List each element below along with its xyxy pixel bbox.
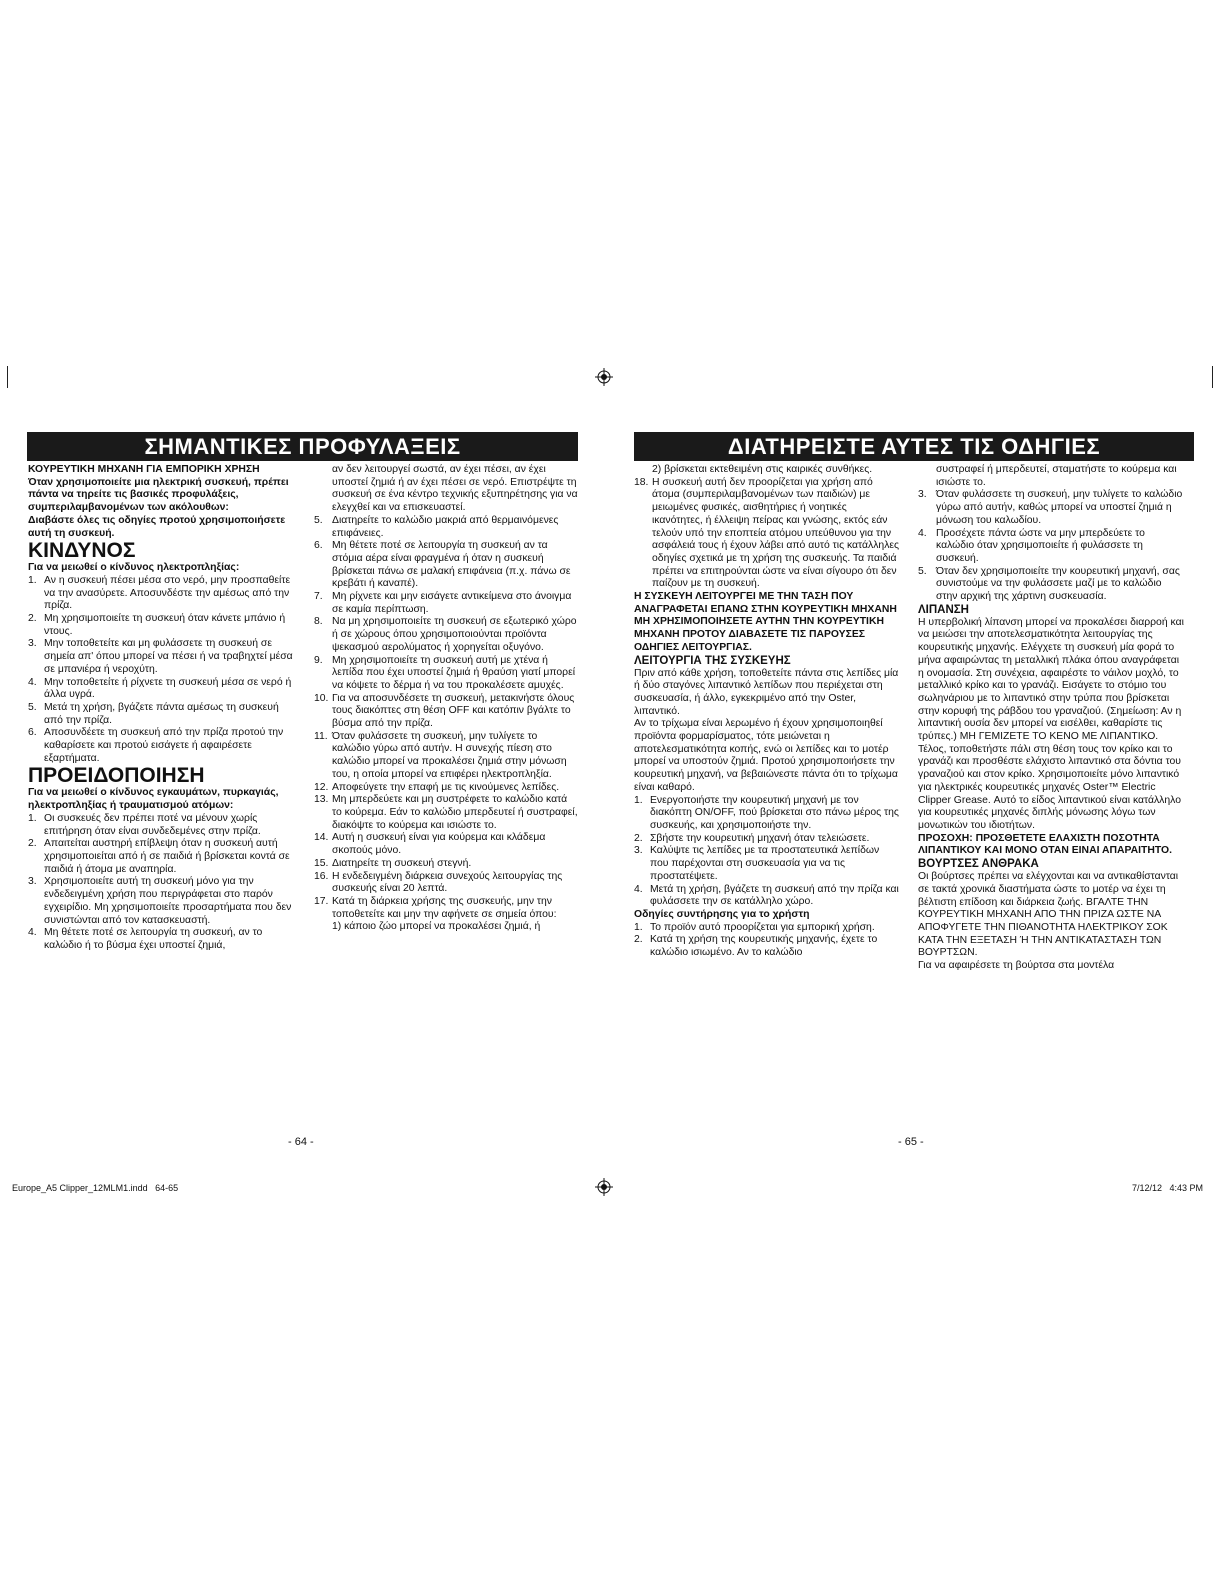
list-item: 3. Όταν φυλάσσετε τη συσκευή, μην τυλίγετε το καλώδιο γύρω από αυτήν, καθώς μπορεί να υποστεί ζημιά η μόνωση του καλωδίου. — [918, 489, 1183, 526]
page-number-right: - 65 - — [898, 1136, 924, 1148]
list-item: 5. Όταν δεν χρησιμοποιείτε την κουρευτική μηχανή, σας συνιστούμε να την φυλάσσετε μαζί με το καλώδιο στην αρχική της χάρτινη συσκευασία. — [918, 565, 1180, 603]
list-item: 6. Αποσυνδέετε τη συσκευή από την πρίζα προτού την καθαρίσετε και προτού εισάγετε ή αφαιρέσετε εξαρτήματα. — [28, 727, 284, 764]
intro-title: ΚΟΥΡΕΥΤΙΚΗ ΜΗΧΑΝΗ ΓΙΑ ΕΜΠΟΡΙΚΗ ΧΡΗΣΗ — [28, 464, 260, 475]
maintenance-title: Οδηγίες συντήρησης για το χρήστη — [634, 908, 810, 920]
carbon-brushes-text-2: Για να αφαιρέσετε τη βούρτσα στα μοντέλα — [918, 960, 1115, 972]
right-column-2 — [918, 464, 1184, 973]
list-item: 2. Μη χρησιμοποιείτε τη συσκευή όταν κάνετε μπάνιο ή ντους. — [28, 613, 286, 637]
list-item: 16. Η ενδεδειγμένη διάρκεια συνεχούς λειτουργίας της συσκευής είναι 20 λεπτά. — [314, 870, 563, 895]
list-item: 3. Καλύψτε τις λεπίδες με τα προστατευτικά λεπίδων που παρέχονται στη συσκευασία για να τις προστατέψετε. — [634, 845, 880, 882]
list-item: 2) βρίσκεται εκτεθειμένη στις καιρικές συνθήκες. — [652, 464, 873, 475]
lubrication-text: Η υπερβολική λίπανση μπορεί να προκαλέσει διαρροή και να μειώσει την αποτελεσματικότητα λειτουργίας της κουρευτικής μηχανής. Ελέγχετε τη συσκευή μία φορά το μήνα αφαιρώντας τη μεταλλική πλάκα όπου αναγράφεται η ονομασία. Στη συνέχεια, αφαιρέστε το νάιλον μοχλό, το μεταλλικό κρίκο και το γρανάζι. Εισάγετε το στόμιο του σωληνάριου με το λιπαντικό στην τρύπα που βρίσκεται στην κορυφή της ράβδου του γραναζιού. (Σημείωση: Αν η λιπαντική ουσία δεν μπορεί να εισέλθει, καθαρίστε τις τρύπες.) ΜΗ ΓΕΜΙΖΕΤΕ ΤΟ ΚΕΝΟ ΜΕ ΛΙΠΑΝΤΙΚΟ. Τέλος, τοποθετήστε πάλι στη θέση τους τον κρίκο και το γρανάζι και προσθέστε ελάχιστο λιπαντικό στα δόντια του γραναζιού και στον κρίκο. Χρησιμοποιείτε μόνο λιπαντικό για ηλεκτρικές κουρευτικές μηχανές Oster™ Electric Clipper Grease. Αυτό το είδος λιπαντικού είναι κατάλληλο για κουρευτικές μηχανές διπλής μόνωσης λόγω των μονωτικών του ιδιοτήτων. — [918, 616, 1184, 831]
list-item: 4. Μετά τη χρήση, βγάζετε τη συσκευή από την πρίζα και φυλάσσετε την σε κατάλληλο χώρο. — [634, 883, 899, 908]
list-item: 4. Προσέχετε πάντα ώστε να μην μπερδεύετε το καλώδιο όταν χρησιμοποιείτε ή φυλάσσετε τη συσκευή. — [918, 527, 1145, 564]
list-item: 17. Κατά τη διάρκεια χρήσης της συσκευής, μην την τοποθετείτε και μην την αφήνετε σε σημεία όπου: — [314, 895, 557, 920]
lubrication-title: ΛΙΠΑΝΣΗ — [918, 603, 969, 616]
lubrication-caution: ΠΡΟΣΟΧΗ: ΠΡΟΣΘΕΤΕΤΕ ΕΛΑΧΙΣΤΗ ΠΟΣΟΤΗΤΑ ΛΙΠΑΝΤΙΚΟΥ ΚΑΙ ΜΟΝΟ ΟΤΑΝ ΕΙΝΑΙ ΑΠΑΡΑΙΤΗΤΟ. — [918, 832, 1172, 857]
list-item: 12. Αποφεύγετε την επαφή με τις κινούμενες λεπίδες. — [314, 781, 560, 793]
list-item: 18. Η συσκευή αυτή δεν προορίζεται για χρήση από άτομα (συμπεριλαμβανομένων των παιδιών) με μειωμένες φυσικές, αισθητήριες ή νοητικές ικανότητες, ή έλλειψη πείρας και γνώσης, εκτός εάν τελούν υπό την εποπτεία ατόμου υπεύθυνου για την ασφάλειά τους ή έχουν λάβει από αυτό τις κατάλληλες οδηγίες σχετικά με τη χρήση της συσκευής. Τα παιδιά πρέπει να επιτηρούνται ώστε να είναι σίγουρο ότι δεν παίζουν με τη συσκευή. — [634, 476, 900, 590]
operation-paragraph-2: Αν το τρίχωμα είναι λερωμένο ή έχουν χρησιμοποιηθεί προϊόντα φορμαρίσματος, τότε μειώνεται η αποτελεσματικότητα κοπής, ενώ οι λεπίδες και το μοτέρ μπορεί να υποστούν ζημιά. Προτού χρησιμοποιήσετε την κουρευτική μηχανή, να βεβαιώνεστε πάντα ότι το τρίχωμα είναι καθαρό. — [634, 718, 898, 793]
list-item: 3. Χρησιμοποιείτε αυτή τη συσκευή μόνο για την ενδεδειγμένη χρήση που περιγράφεται στο παρόν εγχειρίδιο. Μη χρησιμοποιείτε προσαρτήματα που δεν συνιστώνται από τον κατασκευαστή. — [28, 876, 292, 926]
warning-title: ΠΡΟΕΙΔΟΠΟΙΗΣΗ — [28, 764, 205, 788]
intro-text: Όταν χρησιμοποιείτε μια ηλεκτρική συσκευή, πρέπει πάντα να τηρείτε τις βασικές προφυλάξεις, συμπεριλαμβανομένων των ακόλουθων: — [28, 476, 289, 514]
carbon-brushes-text: Οι βούρτσες πρέπει να ελέγχονται και να αντικαθίστανται σε τακτά χρονικά διαστήματα ώστε το μοτέρ να έχει τη βέλτιστη επίδοση και διάρκεια ζωής. ΒΓΑΛΤΕ ΤΗΝ ΚΟΥΡΕΥΤΙΚΗ ΜΗΧΑΝΗ ΑΠΟ ΤΗΝ ΠΡΙΖΑ ΩΣΤΕ ΝΑ ΑΠΟΦΥΓΕΤΕ ΤΗΝ ΠΙΘΑΝΟΤΗΤΑ ΗΛΕΚΤΡΙΚΟΥ ΣΟΚ ΚΑΤΑ ΤΗΝ ΕΞΕΤΑΣΗ Ή ΤΗΝ ΑΝΤΙΚΑΤΑΣΤΑΣΗ ΤΩΝ ΒΟΥΡΤΣΩΝ. — [918, 871, 1179, 959]
list-item: 1. Οι συσκευές δεν πρέπει ποτέ να μένουν χωρίς επιτήρηση όταν είναι συνδεδεμένες στην πρίζα. — [28, 812, 261, 837]
list-item: 1. Ενεργοποιήστε την κουρευτική μηχανή με τον διακόπτη ON/OFF, πού βρίσκεται στο πάνω μέρος της συσκευής, και χρησιμοποιήστε την. — [634, 794, 899, 831]
list-item: συστραφεί ή μπερδευτεί, σταματήστε το κούρεμα και ισιώστε το. — [936, 464, 1177, 488]
list-item: 2. Σβήστε την κουρευτική μηχανή όταν τελειώσετε. — [634, 832, 870, 844]
page-number-left: - 64 - — [288, 1136, 314, 1148]
voltage-notice: Η ΣΥΣΚΕΥΗ ΛΕΙΤΟΥΡΓΕΙ ΜΕ ΤΗΝ ΤΑΣΗ ΠΟΥ ΑΝΑΓΡΑΦΕΤΑΙ ΕΠΑΝΩ ΣΤΗΝ ΚΟΥΡΕΥΤΙΚΗ ΜΗΧΑΝΗ — [634, 591, 897, 615]
list-item: 4. Μην τοποθετείτε ή ρίχνετε τη συσκευή μέσα σε νερό ή άλλα υγρά. — [28, 676, 292, 701]
list-item: 8. Να μη χρησιμοποιείτε τη συσκευή σε εξωτερικό χώρο ή σε χώρους όπου χρησιμοποιούνται προϊόντα ψεκασμού αερολύματος ή χορηγείται οξυγόνο. — [314, 616, 577, 653]
danger-title: ΚΙΝΔΥΝΟΣ — [28, 539, 136, 563]
left-page-header: ΣΗΜΑΝΤΙΚΕΣ ΠΡΟΦΥΛΑΞΕΙΣ — [27, 432, 578, 461]
list-item: 1. Το προϊόν αυτό προορίζεται για εμπορική χρήση. — [634, 921, 875, 933]
list-item: 7. Μη ρίχνετε και μην εισάγετε αντικείμενα στο άνοιγμα σε καμία περίπτωση. — [314, 591, 572, 615]
list-item: 15. Διατηρείτε τη συσκευή στεγνή. — [314, 857, 472, 869]
list-item: 9. Μη χρησιμοποιείτε τη συσκευή αυτή με χτένα ή λεπίδα που έχει υποστεί ζημιά ή θραύση γιατί μπορεί να κόψετε το δέρμα ή να του προκαλέσετε αμυχές. — [314, 654, 576, 691]
operation-paragraph-1: Πριν από κάθε χρήση, τοποθετείτε πάντα στις λεπίδες μία ή δύο σταγόνες λιπαντικό λεπίδων που περιέχεται στη συσκευασία, ή άλλο, εγκεκριμένο από την Oster, λιπαντικό. — [634, 667, 899, 717]
list-item: 3. Μην τοποθετείτε και μη φυλάσσετε τη συσκευή σε σημεία απ' όπου μπορεί να πέσει ή να τραβηχτεί μέσα σε μπανιέρα ή νεροχύτη. — [28, 638, 293, 675]
intro-text-2: Διαβάστε όλες τις οδηγίες προτού χρησιμοποιήσετε αυτή τη συσκευή. — [28, 514, 286, 539]
left-column-1 — [28, 464, 296, 953]
registration-mark-bottom-icon — [595, 1178, 613, 1196]
list-item: 2. Απαιτείται αυστηρή επίβλεψη όταν η συσκευή αυτή χρησιμοποιείται από ή σε παιδιά ή βρίσκεται κοντά σε παιδιά ή άτομα με αναπηρία. — [28, 838, 290, 875]
list-item: 11. Όταν φυλάσσετε τη συσκευή, μην τυλίγετε το καλώδιο γύρω από αυτήν. Η συνεχής πίεση στο καλώδιο μπορεί να προκαλέσει ζημιά στην μόνωση του, η οποία μπορεί να επιφέρει ηλεκτροπληξία. — [314, 730, 567, 780]
list-item: 14. Αυτή η συσκευή είναι για κούρεμα και κλάδεμα σκοπούς μόνο. — [314, 832, 546, 857]
carbon-brushes-title: ΒΟΥΡΤΣΕΣ ΑΝΘΡΑΚΑ — [918, 858, 1039, 871]
left-column-2 — [314, 464, 578, 934]
list-item: 1) κάποιο ζώο μπορεί να προκαλέσει ζημιά, ή — [332, 921, 541, 933]
list-item: 1. Αν η συσκευή πέσει μέσα στο νερό, μην προσπαθείτε να την ανασύρετε. Αποσυνδέστε την αμέσως από την πρίζα. — [28, 574, 291, 612]
operation-title: ΛΕΙΤΟΥΡΓΙΑ ΤΗΣ ΣΥΣΚΕΥΗΣ — [634, 654, 791, 667]
footer-file-info: Europe_A5 Clipper_12MLM1.indd 64-65 — [12, 1183, 179, 1193]
list-item: 2. Κατά τη χρήση της κουρευτικής μηχανής, έχετε το καλώδιο ισιωμένο. Αν το καλώδιο — [634, 934, 878, 959]
warning-subtitle: Για να μειωθεί ο κίνδυνος εγκαυμάτων, πυρκαγιάς, ηλεκτροπληξίας ή τραυματισμού ατόμων: — [28, 787, 279, 812]
list-item: 13. Μη μπερδεύετε και μη συστρέφετε το καλώδιο κατά το κούρεμα. Εάν το καλώδιο μπερδευτεί ή συστραφεί, διακόψτε το κούρεμα και ισιώστε το. — [314, 794, 578, 831]
registration-mark-top-icon — [595, 368, 613, 386]
list-item: 10. Για να αποσυνδέσετε τη συσκευή, μετακινήστε όλους τους διακόπτες στη θέση OFF και κατόπιν βγάλτε το βύσμα από την πρίζα. — [314, 692, 575, 730]
crop-mark-right — [1212, 366, 1213, 388]
read-instructions-notice: ΜΗ ΧΡΗΣΙΜΟΠΟΙΗΣΕΤΕ ΑΥΤΗΝ ΤΗΝ ΚΟΥΡΕΥΤΙΚΗ ΜΗΧΑΝΗ ΠΡΟΤΟΥ ΔΙΑΒΑΣΕΤΕ ΤΙΣ ΠΑΡΟΥΣΕΣ ΟΔΗΓΙΕΣ ΛΕΙΤΟΥΡΓΙΑΣ. — [634, 616, 884, 653]
list-item: αν δεν λειτουργεί σωστά, αν έχει πέσει, αν έχει υποστεί ζημιά ή αν έχει πέσει σε νερό. Επιστρέψτε τη συσκευή σε ένα κέντρο τεχνικής εξυπηρέτησης για να ελεγχθεί και να επισκευαστεί. — [332, 464, 578, 514]
right-page-header: ΔΙΑΤΗΡΕΙΣΤΕ ΑΥΤΕΣ ΤΙΣ ΟΔΗΓΙΕΣ — [634, 432, 1194, 461]
footer-date: 7/12/12 4:43 PM — [1132, 1183, 1204, 1193]
danger-subtitle: Για να μειωθεί ο κίνδυνος ηλεκτροπληξίας: — [28, 562, 240, 574]
crop-mark-left — [7, 366, 8, 388]
list-item: 5. Διατηρείτε το καλώδιο μακριά από θερμαινόμενες επιφάνειες. — [314, 514, 559, 539]
list-item: 6. Μη θέτετε ποτέ σε λειτουργία τη συσκευή αν τα στόμια αέρα είναι φραγμένα ή όταν η συσκευή βρίσκεται πάνω σε μαλακή επιφάνεια (π.χ. πάνω σε κρεβάτι ή καναπέ). — [314, 540, 571, 590]
list-item: 4. Μη θέτετε ποτέ σε λειτουργία τη συσκευή, αν το καλώδιο ή το βύσμα έχει υποστεί ζημιά, — [28, 927, 263, 951]
list-item: 5. Μετά τη χρήση, βγάζετε πάντα αμέσως τη συσκευή από την πρίζα. — [28, 701, 279, 726]
right-column-1 — [634, 464, 900, 960]
